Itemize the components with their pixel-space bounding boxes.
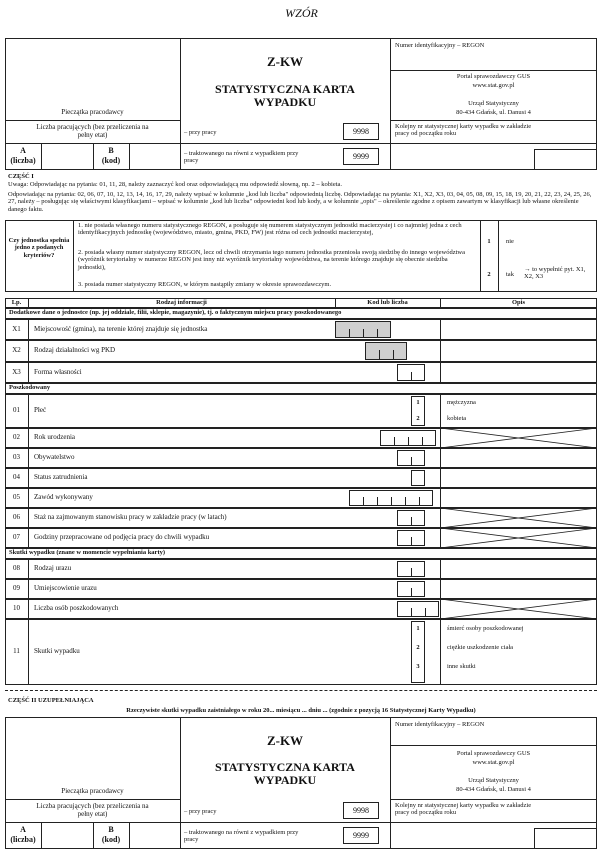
- option-code[interactable]: 2: [416, 644, 420, 651]
- row-lp: 09: [13, 584, 20, 592]
- office-label: Urząd Statystyczny: [468, 100, 519, 107]
- portal-label-2: Portal sprawozdawczy GUS: [456, 750, 531, 757]
- option-code[interactable]: 2: [416, 415, 420, 422]
- section3-heading: Skutki wypadku (znane w momencie wypełniania karty): [9, 549, 166, 556]
- kolejny-nr-field-2[interactable]: [534, 828, 597, 849]
- kolejny-nr-label-2: Kolejny nr statystycznej karty wypadku w zakładzie pracy od początku roku: [395, 802, 532, 817]
- row-label: Obywatelstwo: [34, 453, 75, 461]
- a-label-2: A: [20, 825, 26, 834]
- code-input[interactable]: [397, 581, 425, 597]
- b-sub: (kod): [101, 156, 121, 165]
- code-input[interactable]: [397, 530, 425, 546]
- b-label: B: [108, 146, 114, 155]
- code-input[interactable]: [397, 601, 439, 617]
- code-input[interactable]: [397, 364, 425, 381]
- criterion-3: 3. posiada numer statystyczny REGON, w którym nastąpiły zmiany w okresie sprawozdawczym.: [78, 281, 332, 288]
- office-address: 80-434 Gdańsk, ul. Danusi 4: [456, 109, 531, 116]
- row-label: Miejscowość (gmina), na terenie której znajduje się jednostka: [34, 324, 208, 333]
- a-sub-2: (liczba): [10, 835, 36, 844]
- row-lp: 01: [13, 406, 20, 414]
- option-label: inne skutki: [447, 663, 476, 670]
- col-kod: Kod lub liczba: [367, 299, 408, 306]
- part2-title: CZĘŚĆ II UZUPEŁNIAJĄCA: [8, 697, 94, 704]
- stamp-label: Pieczątka pracodawcy: [61, 108, 124, 116]
- portal-url[interactable]: www.stat.gov.pl: [472, 82, 515, 89]
- code-input[interactable]: [335, 321, 391, 338]
- option-label: kobieta: [447, 415, 467, 422]
- row-label: Zawód wykonywany: [34, 493, 93, 501]
- answer-1: nie: [506, 238, 514, 245]
- form-subtitle-2: STATYSTYCZNA KARTA WYPADKU: [215, 760, 355, 788]
- form-title: Z-KW: [266, 54, 304, 69]
- employees-label: Liczba pracujących (bez przeliczenia na pełny etat): [36, 123, 149, 140]
- row-lp: 07: [13, 533, 20, 541]
- answer-2-code[interactable]: 2: [487, 271, 491, 278]
- row-label: Liczba osób poszkodowanych: [34, 604, 119, 612]
- row-label: Godziny przepracowane od podjęcia pracy do chwili wypadku: [34, 533, 210, 541]
- crossed-out-cell: [440, 528, 597, 548]
- option-code[interactable]: 3: [416, 663, 420, 670]
- przy-pracy-code-2: 9998: [343, 802, 379, 819]
- tear-line: [5, 690, 597, 691]
- form-subtitle: STATYSTYCZNA KARTA WYPADKU: [215, 82, 355, 110]
- row-label: Staż na zajmowanym stanowisku pracy w zakładzie pracy (w latach): [34, 513, 227, 521]
- section2-heading: Poszkodowany: [9, 384, 51, 391]
- code-input[interactable]: [397, 510, 425, 526]
- row-label: Rok urodzenia: [34, 433, 76, 441]
- row-label: Rodzaj urazu: [34, 564, 72, 572]
- employees-label-2: Liczba pracujących (bez przeliczenia na pełny etat): [36, 802, 149, 819]
- regon-label-2: Numer identyfikacyjny – REGON: [395, 721, 485, 728]
- part1-instruction: Odpowiadając na pytania: 02, 06, 07, 10, 12, 13, 14, 16, 17, 29, należy wpisać w kolumnie „kod lub liczba" odpowiednią liczbę. Odpowiadając na pytania: X1, X2, X3, 03, 04, 05, 08, 09, 15, 18, 19, 20, 21, 22, 23, 24, 25, 26, 27, należy – posługując się właściwymi klasyfikacjami – wpisać w kolumnie „kod lub liczba" odpowiedni kod lub kody, a w kolumnie „opis" – określenie zgodne z opisem zawartym w klasyfikacji lub własne określenie danego faktu.: [8, 191, 592, 213]
- row-label: Płeć: [34, 406, 47, 414]
- part1-title: CZĘŚĆ I: [8, 173, 34, 180]
- traktowanego-code: 9999: [343, 148, 379, 165]
- section1-heading: Dodatkowe dane o jednostce (np. jej oddziale, filii, sklepie, magazynie), tj. o faktycznym miejscu pracy poszkodowanego: [9, 309, 342, 316]
- przy-pracy-label-2: – przy pracy: [184, 808, 217, 815]
- row-label: Rodzaj działalności wg PKD: [34, 346, 116, 354]
- option-label: śmierć osoby poszkodowanej: [447, 625, 524, 632]
- option-code[interactable]: 1: [416, 625, 420, 632]
- row-label: Forma własności: [34, 367, 82, 376]
- a-label: A: [20, 146, 26, 155]
- row-lp: 02: [13, 433, 20, 441]
- part1-uwaga: Uwaga: Odpowiadając na pytania: 01, 11, 28, należy zaznaczyć kod oraz odpowiadającą mu odpowiedź słowną, np. 2 – kobieta.: [8, 181, 343, 188]
- row-lp: 10: [13, 604, 20, 612]
- b-sub-2: (kod): [101, 835, 121, 844]
- row-lp: X1: [12, 324, 21, 333]
- crossed-out-cell: [440, 508, 597, 528]
- przy-pracy-code: 9998: [343, 123, 379, 140]
- criteria-question: Czy jednostka spełnia jedno z podanych kryteriów?: [8, 237, 70, 259]
- watermark: WZÓR: [285, 6, 318, 20]
- form-title-2: Z-KW: [266, 733, 304, 748]
- przy-pracy-label: – przy pracy: [184, 129, 217, 136]
- traktowanego-code-2: 9999: [343, 827, 379, 844]
- code-input[interactable]: [397, 561, 425, 577]
- row-lp: X3: [12, 367, 21, 376]
- code-input[interactable]: [397, 450, 425, 466]
- row-lp: 08: [13, 564, 20, 572]
- code-input[interactable]: [380, 430, 436, 446]
- a-sub: (liczba): [10, 156, 36, 165]
- kolejny-nr-field[interactable]: [534, 149, 597, 170]
- crossed-out-cell: [440, 599, 597, 619]
- crossed-out-cell: [440, 428, 597, 448]
- row-lp: 03: [13, 453, 20, 461]
- row-lp: 04: [13, 473, 20, 481]
- col-opis: Opis: [511, 299, 525, 306]
- kolejny-nr-label: Kolejny nr statystycznej karty wypadku w zakładzie pracy od początku roku: [395, 123, 532, 138]
- part2-subtitle: Rzeczywiste skutki wypadku zaistniałego w roku 20... miesiącu ... dniu ... (zgodnie z pozycją 16 Statystycznej Karty Wypadku): [126, 707, 476, 714]
- row-label: Umiejscowienie urazu: [34, 584, 97, 592]
- office-label-2: Urząd Statystyczny: [468, 777, 519, 784]
- b-label-2: B: [108, 825, 114, 834]
- row-lp: X2: [12, 346, 21, 354]
- answer-2-note: → to wypełnić pyt. X1, X2, X3: [524, 266, 586, 281]
- row-lp: 11: [13, 647, 20, 655]
- criterion-2: 2. posiada własny numer statystyczny REGON, lecz od chwili otrzymania tego numeru jednostka przeniosła swoją siedzibę do innego województwa (wyróżnik terytorialny w numerze REGON jest inny niż wyróżnik terytorialny województwa, na terenie którego znajduje się obecnie siedziba jednostki),: [78, 249, 466, 271]
- answer-1-code[interactable]: 1: [487, 238, 491, 245]
- portal-url-2[interactable]: www.stat.gov.pl: [472, 759, 515, 766]
- regon-label: Numer identyfikacyjny – REGON: [395, 42, 485, 49]
- code-input[interactable]: [349, 490, 433, 506]
- row-label: Status zatrudnienia: [34, 473, 88, 481]
- answer-2: tak: [506, 271, 514, 278]
- col-lp: Lp.: [11, 299, 22, 306]
- traktowanego-label-2: – traktowanego na równi z wypadkiem przy pracy: [184, 829, 299, 844]
- option-label: mężczyzna: [447, 399, 476, 406]
- portal-label: Portal sprawozdawczy GUS: [456, 73, 531, 80]
- option-code[interactable]: 1: [416, 399, 420, 406]
- option-label: ciężkie uszkodzenie ciała: [447, 644, 514, 651]
- code-input[interactable]: [365, 342, 407, 360]
- criterion-1: 1. nie posiada własnego numeru statystycznego REGON, a posługuje się numerem statystycznym jednostki macierzystej i co najmniej jedna z cech identyfikacyjnych jednostkę (województwo, miasto, gmina, PKD, FW) jest różna od cech jednostki macierzystej,: [78, 222, 462, 237]
- stamp-label-2: Pieczątka pracodawcy: [61, 787, 124, 795]
- office-address-2: 80-434 Gdańsk, ul. Danusi 4: [456, 786, 531, 793]
- traktowanego-label: – traktowanego na równi z wypadkiem przy pracy: [184, 150, 299, 165]
- row-lp: 05: [13, 493, 20, 501]
- row-label: Skutki wypadku: [34, 647, 80, 655]
- code-input[interactable]: [411, 470, 425, 486]
- col-rodzaj: Rodzaj informacji: [156, 299, 207, 306]
- row-lp: 06: [13, 513, 20, 521]
